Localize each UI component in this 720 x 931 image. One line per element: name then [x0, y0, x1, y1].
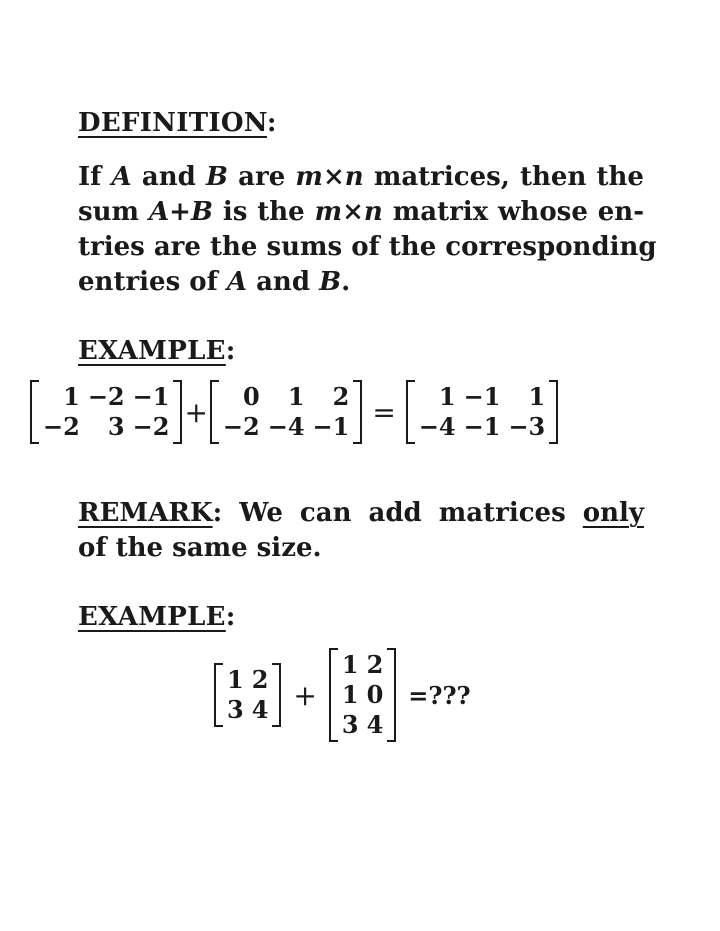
remark-line-2	[78, 531, 644, 566]
math-times: ×	[322, 162, 345, 192]
remark-heading-label: REMARK	[78, 498, 213, 528]
definition-line-3	[78, 230, 657, 265]
math-var-m: m	[295, 162, 323, 192]
matrix-sum	[406, 380, 558, 444]
matrix-cell: 2	[332, 382, 350, 411]
matrix-cell: 4	[251, 695, 269, 724]
math-var-b: B	[319, 267, 342, 297]
matrix-cell: −1	[132, 382, 170, 411]
matrix-cell: 3	[227, 695, 244, 724]
plus-sign: +	[184, 395, 208, 429]
math-var-a: A	[226, 267, 248, 297]
definition-line-2	[78, 195, 644, 230]
matrix-cell: −1	[463, 412, 501, 441]
matrix-cell: 2	[251, 665, 269, 694]
matrix-cell: 1	[438, 382, 456, 411]
text-run: entries of	[78, 267, 227, 297]
matrix-cell: 4	[366, 710, 384, 739]
text-run: sum	[78, 197, 149, 227]
example1-heading-label: EXAMPLE	[78, 336, 226, 366]
matrix-cell: −3	[508, 412, 546, 441]
example1-heading-colon: :	[225, 336, 236, 366]
matrix-cell: 1	[341, 680, 359, 709]
matrix-a	[30, 380, 182, 444]
example1-equation	[30, 380, 558, 444]
remark-line-1	[78, 496, 644, 531]
example2-heading-label: EXAMPLE	[78, 602, 226, 632]
matrix-3x2	[329, 648, 396, 742]
math-var-n: n	[344, 162, 364, 192]
example2-equation	[214, 648, 471, 742]
plus-sign: +	[293, 678, 317, 712]
text-run: and	[131, 162, 206, 192]
matrix-cell: 2	[366, 650, 384, 679]
definition-heading-colon: :	[266, 108, 277, 138]
math-times: ×	[342, 197, 364, 227]
definition-heading	[78, 108, 277, 138]
text-run: matrix whose en-	[382, 197, 644, 227]
matrix-cell: −4	[267, 412, 305, 441]
remark-emphasis: only	[582, 498, 644, 528]
remark-heading-colon: :	[212, 498, 223, 528]
math-var-a: A	[148, 197, 170, 227]
matrix-cell: 3	[107, 412, 125, 441]
text-run: and	[247, 267, 320, 297]
text-run: are	[227, 162, 296, 192]
math-plus: +	[169, 197, 191, 227]
definition-heading-label: DEFINITION	[78, 108, 267, 138]
math-var-b: B	[206, 162, 228, 192]
matrix-cell: 1	[63, 382, 80, 411]
matrix-cell: 0	[243, 382, 260, 411]
text-run: tries are the sums of the corresponding	[78, 232, 657, 262]
math-var-b: B	[190, 197, 213, 227]
definition-line-4	[78, 265, 644, 300]
text-run: matrices, then the	[363, 162, 644, 192]
matrix-cell: −4	[418, 412, 456, 441]
text-run: We can add matrices	[222, 498, 583, 528]
text-run: is the	[212, 197, 315, 227]
example2-heading	[78, 602, 236, 632]
equals-sign: =	[372, 395, 396, 429]
remark-text	[78, 496, 644, 566]
matrix-cell: 3	[341, 710, 359, 739]
definition-text	[78, 160, 657, 300]
example2-heading-colon: :	[225, 602, 236, 632]
matrix-cell: 0	[366, 680, 384, 709]
matrix-b	[210, 380, 362, 444]
example1-heading	[78, 336, 236, 366]
matrix-cell: −1	[463, 382, 501, 411]
matrix-cell: −2	[43, 412, 80, 441]
definition-line-1	[78, 160, 644, 195]
matrix-cell: −2	[222, 412, 260, 441]
matrix-2x2	[214, 663, 281, 727]
math-var-m: m	[314, 197, 343, 227]
text-run: If	[78, 162, 112, 192]
text-run: .	[341, 267, 351, 297]
matrix-cell: −1	[312, 412, 350, 441]
undefined-result: =???	[408, 680, 471, 710]
matrix-cell: 1	[341, 650, 359, 679]
matrix-cell: 1	[227, 665, 244, 694]
text-run: of the same size.	[78, 533, 322, 563]
math-var-a: A	[111, 162, 132, 192]
math-var-n: n	[363, 197, 383, 227]
matrix-cell: −2	[87, 382, 125, 411]
matrix-cell: 1	[528, 382, 546, 411]
matrix-cell: −2	[132, 412, 170, 441]
matrix-cell: 1	[287, 382, 305, 411]
